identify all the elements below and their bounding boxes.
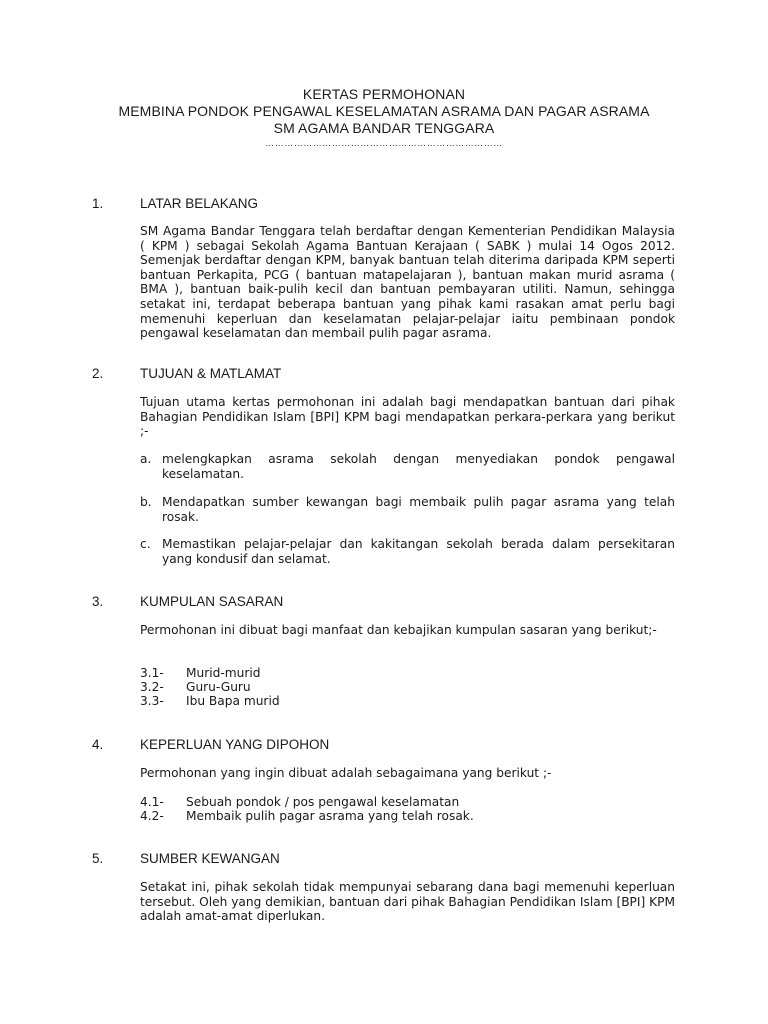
section-number: 4. <box>92 737 104 752</box>
list-item-label: 3.1- <box>140 666 164 680</box>
list-item-text: Mendapatkan sumber kewangan bagi membaik pulih pagar asrama yang telah rosak. <box>162 495 675 524</box>
section-number: 1. <box>92 196 104 211</box>
list-item-label: 3.2- <box>140 680 164 694</box>
list-item <box>140 694 280 709</box>
section-title: SUMBER KEWANGAN <box>140 851 280 866</box>
list-item-text: Membaik pulih pagar asrama yang telah rosak. <box>186 809 474 823</box>
list-item <box>140 680 251 695</box>
section-2-paragraph: Tujuan utama kertas permohonan ini adalah bagi mendapatkan bantuan dari pihak Bahagian Pendidikan Islam [BPI] KPM bagi mendapatkan perkara-perkara yang berikut ;- <box>140 395 675 439</box>
section-number: 3. <box>92 594 104 609</box>
list-item <box>140 795 459 810</box>
list-item-text: Sebuah pondok / pos pengawal keselamatan <box>186 795 460 809</box>
list-item <box>140 537 675 566</box>
list-item-label: b. <box>140 495 152 509</box>
list-item-label: 4.1- <box>140 795 164 809</box>
header-subtitle: MEMBINA PONDOK PENGAWAL KESELAMATAN ASRAMA DAN PAGAR ASRAMA <box>118 103 650 119</box>
list-item <box>140 452 675 481</box>
section-number: 5. <box>92 851 104 866</box>
section-4-paragraph: Permohonan yang ingin dibuat adalah sebagaimana yang berikut ;- <box>140 766 552 780</box>
list-item <box>140 666 261 681</box>
header-school-name: SM AGAMA BANDAR TENGGARA <box>273 120 495 136</box>
header-dotted-line: ………………………………………………………………… <box>265 138 503 148</box>
list-item-text: Memastikan pelajar-pelajar dan kakitangan sekolah berada dalam persekitaran yang kondusif dan selamat. <box>162 537 675 566</box>
section-3-paragraph: Permohonan ini dibuat bagi manfaat dan kebajikan kumpulan sasaran yang berikut;- <box>140 623 657 637</box>
section-1-paragraph: SM Agama Bandar Tenggara telah berdaftar dengan Kementerian Pendidikan Malaysia ( KPM ) sebagai Sekolah Agama Bantuan Kerajaan ( SABK ) mulai 14 Ogos 2012. Semenjak berdaftar dengan KPM, banyak bantuan telah diterima daripada KPM seperti bantuan Perkapita, PCG ( bantuan matapelajaran ), bantuan makan murid asrama ( BMA ), bantuan baik-pulih kecil dan bantuan pembayaran utiliti. Namun, sehingga setakat ini, terdapat beberapa bantuan yang pihak kami rasakan amat perlu bagi memenuhi keperluan dan keselamatan pelajar-pelajar iaitu pembinaan pondok pengawal keselamatan dan membail pulih pagar asrama. <box>140 224 675 341</box>
list-item-text: Ibu Bapa murid <box>186 694 280 708</box>
section-number: 2. <box>92 366 104 381</box>
list-item-text: Murid-murid <box>186 666 261 680</box>
list-item-label: 3.3- <box>140 694 164 708</box>
section-title: KEPERLUAN YANG DIPOHON <box>140 737 330 752</box>
list-item-label: c. <box>140 537 151 551</box>
section-title: LATAR BELAKANG <box>140 196 259 211</box>
list-item <box>140 809 474 824</box>
header-title: KERTAS PERMOHONAN <box>302 86 466 102</box>
list-item-label: 4.2- <box>140 809 164 823</box>
section-5-paragraph: Setakat ini, pihak sekolah tidak mempunyai sebarang dana bagi memenuhi keperluan tersebut. Oleh yang demikian, bantuan dari pihak Bahagian Pendidikan Islam [BPI] KPM adalah amat-amat diperlukan. <box>140 880 675 924</box>
section-title: KUMPULAN SASARAN <box>140 594 284 609</box>
list-item-text: Guru-Guru <box>186 680 251 694</box>
list-item-text: melengkapkan asrama sekolah dengan menyediakan pondok pengawal keselamatan. <box>162 452 675 481</box>
list-item-label: a. <box>140 452 152 466</box>
section-title: TUJUAN & MATLAMAT <box>140 366 282 381</box>
list-item <box>140 495 675 524</box>
document-header <box>0 86 768 149</box>
